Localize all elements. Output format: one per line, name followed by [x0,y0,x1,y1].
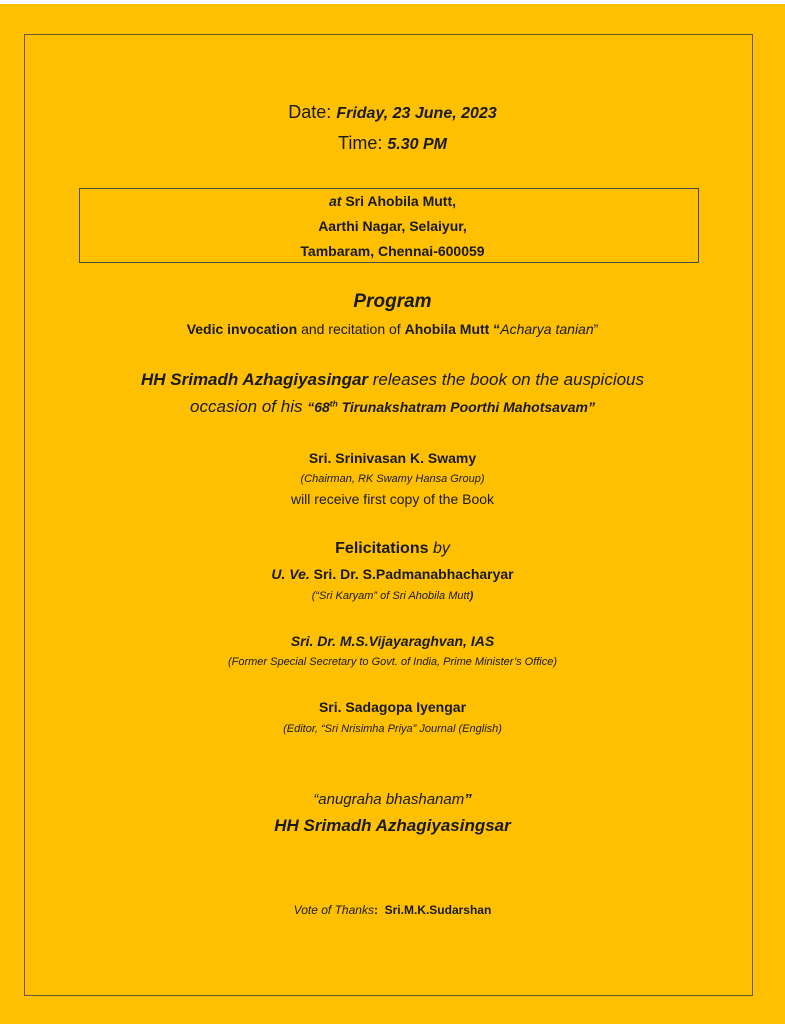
felicitator-2-role: (Former Special Secretary to Govt. of India, Prime Minister’s Office) [227,656,558,668]
venue-name: Sri Ahobila Mutt, [345,193,457,209]
felicitations-title [0,540,785,558]
felicitations-bold: Felicitations [335,540,429,557]
time-line [0,133,785,154]
receiver-role: (Chairman, RK Swamy Hansa Group) [300,473,485,485]
release-line-2 [0,397,785,417]
vedic-bold: Vedic invocation [186,321,298,337]
felicitator-1-role [0,590,785,602]
anugraha-quote-end: ” [464,791,472,808]
vedic-bold-2: Ahobila Mutt “ [404,321,501,337]
program-title: Program [353,291,432,312]
release-line2-sup: th [329,398,338,409]
date-value: Friday, 23 June, 2023 [336,105,497,122]
felicitator-3-role: (Editor, “Sri Nrisimha Priya” Journal (English) [283,723,502,735]
felicitator-1-name: Sri. Dr. S.Padmanabhacharyar [313,566,514,582]
felicitator-1 [0,566,785,582]
release-line2-bold: Tirunakshatram Poorthi Mahotsavam” [341,399,595,415]
felicitator-1-role-text: (“Sri Karyam” of Sri Ahobila Mutt [311,590,470,602]
receiver-note: will receive first copy of the Book [290,491,495,507]
felicitator-2-name: Sri. Dr. M.S.Vijayaraghvan, IAS [290,633,495,649]
venue-line-3: Tambaram, Chennai-600059 [300,243,485,259]
date-label: Date: [288,102,332,122]
release-bold: HH Srimadh Azhagiyasingar [140,370,369,389]
thanks-name: Sri.M.K.Sudarshan [384,903,492,917]
anugraha-name: HH Srimadh Azhagiyasingsar [274,816,511,835]
release-line-1 [0,370,785,390]
felicitations-by: by [432,540,450,557]
felicitator-1-role-end: ) [469,590,474,602]
date-line [0,102,785,123]
page-border [24,34,753,996]
anugraha-quote-text: “anugraha bhashanam [313,791,465,808]
vedic-mid: and recitation of [301,321,401,337]
thanks-colon: : [373,903,378,917]
release-line2-italic: occasion of his [190,397,303,416]
anugraha-quote [0,791,785,808]
venue-at: at [328,193,342,209]
time-label: Time: [338,133,383,153]
vedic-italic: Acharya tanian [500,321,594,337]
venue-line-2: Aarthi Nagar, Selaiyur, [318,218,467,234]
thanks-line [0,903,785,917]
receiver-name: Sri. Srinivasan K. Swamy [308,450,477,466]
time-value: 5.30 PM [387,136,447,153]
vedic-line [0,321,785,337]
vedic-end: ” [593,321,599,337]
felicitator-3-name: Sri. Sadagopa Iyengar [318,699,467,715]
venue-line-1 [0,193,785,209]
release-line2-quote: “68 [307,399,330,415]
release-italic: releases the book on the auspicious [372,370,645,389]
felicitator-1-prefix: U. Ve. [271,566,310,582]
thanks-label: Vote of Thanks [293,903,374,917]
